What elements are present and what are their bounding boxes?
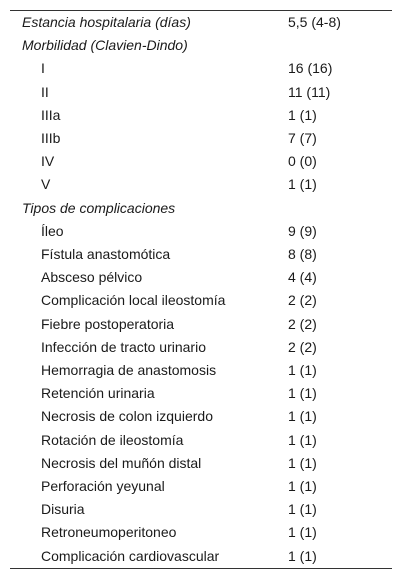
row-label: Absceso pélvico — [41, 269, 143, 286]
row-value: 1 (1) — [288, 106, 317, 123]
row-value: 1 (1) — [288, 478, 317, 495]
row-value: 2 (2) — [288, 338, 317, 355]
row-value: 1 (1) — [288, 362, 317, 379]
table-row — [10, 57, 392, 80]
row-value: 1 (1) — [288, 454, 317, 471]
row-value: 11 (11) — [288, 83, 331, 100]
row-value: 1 (1) — [288, 385, 317, 402]
row-value: 7 (7) — [288, 130, 317, 147]
table-row — [10, 266, 392, 289]
table-bottom-rule — [10, 568, 392, 569]
row-label: V — [41, 176, 51, 193]
table-row — [10, 475, 392, 498]
table-section-row — [10, 11, 392, 34]
row-value: 5,5 (4-8) — [288, 14, 341, 30]
table-row — [10, 81, 392, 104]
row-label: Hemorragia de anastomosis — [41, 362, 217, 379]
row-value: 2 (2) — [288, 315, 317, 332]
row-value: 0 (0) — [288, 153, 317, 170]
row-label: IIIb — [41, 130, 61, 147]
row-value: 2 (2) — [288, 292, 317, 309]
row-label: Infección de tracto urinario — [41, 338, 206, 355]
row-value: 1 (1) — [288, 547, 317, 564]
table-section-row — [10, 197, 392, 220]
table-row — [10, 336, 392, 359]
row-label: I — [41, 60, 45, 77]
row-label: Complicación cardiovascular — [41, 547, 220, 564]
table-row — [10, 405, 392, 428]
row-label: Fístula anastomótica — [41, 246, 171, 263]
row-label: IIIa — [41, 106, 61, 123]
table-row — [10, 127, 392, 150]
row-label: Necrosis del muñón distal — [41, 454, 202, 471]
table-row — [10, 382, 392, 405]
row-value — [288, 34, 392, 57]
table-row — [10, 545, 392, 568]
outcomes-table — [10, 11, 392, 568]
row-label: Rotación de ileostomía — [41, 431, 184, 448]
table-body — [10, 11, 392, 568]
row-value: 1 (1) — [288, 524, 317, 541]
table-row — [10, 173, 392, 196]
table-row — [10, 289, 392, 312]
row-value: 4 (4) — [288, 269, 317, 286]
table-row — [10, 220, 392, 243]
row-label: Perforación yeyunal — [41, 478, 165, 495]
table-row — [10, 150, 392, 173]
table-section-row — [10, 34, 392, 57]
section-label: Tipos de complicaciones — [22, 199, 176, 216]
row-value: 1 (1) — [288, 176, 317, 193]
row-label: Retención urinaria — [41, 385, 155, 402]
section-label: Morbilidad (Clavien-Dindo) — [22, 37, 188, 54]
row-label: II — [41, 83, 49, 100]
row-label: Necrosis de colon izquierdo — [41, 408, 213, 425]
table-row — [10, 521, 392, 544]
row-label: IV — [41, 153, 55, 170]
table-row — [10, 243, 392, 266]
row-value: 9 (9) — [288, 222, 317, 239]
row-value: 16 (16) — [288, 60, 333, 77]
row-value: 1 (1) — [288, 501, 317, 518]
row-value: 8 (8) — [288, 246, 317, 263]
row-label: Complicación local ileostomía — [41, 292, 226, 309]
table-row — [10, 104, 392, 127]
row-label: Disuria — [41, 501, 85, 518]
table-row — [10, 429, 392, 452]
table-row — [10, 313, 392, 336]
row-label: Retroneumoperitoneo — [41, 524, 177, 541]
table-row — [10, 498, 392, 521]
row-label: Fiebre postoperatoria — [41, 315, 175, 332]
table-row — [10, 359, 392, 382]
row-value: 1 (1) — [288, 408, 317, 425]
row-value: 1 (1) — [288, 431, 317, 448]
data-table-container — [10, 0, 392, 569]
table-row — [10, 452, 392, 475]
section-label: Estancia hospitalaria (días) — [22, 14, 191, 30]
row-value — [288, 197, 392, 220]
row-label: Íleo — [41, 222, 64, 239]
